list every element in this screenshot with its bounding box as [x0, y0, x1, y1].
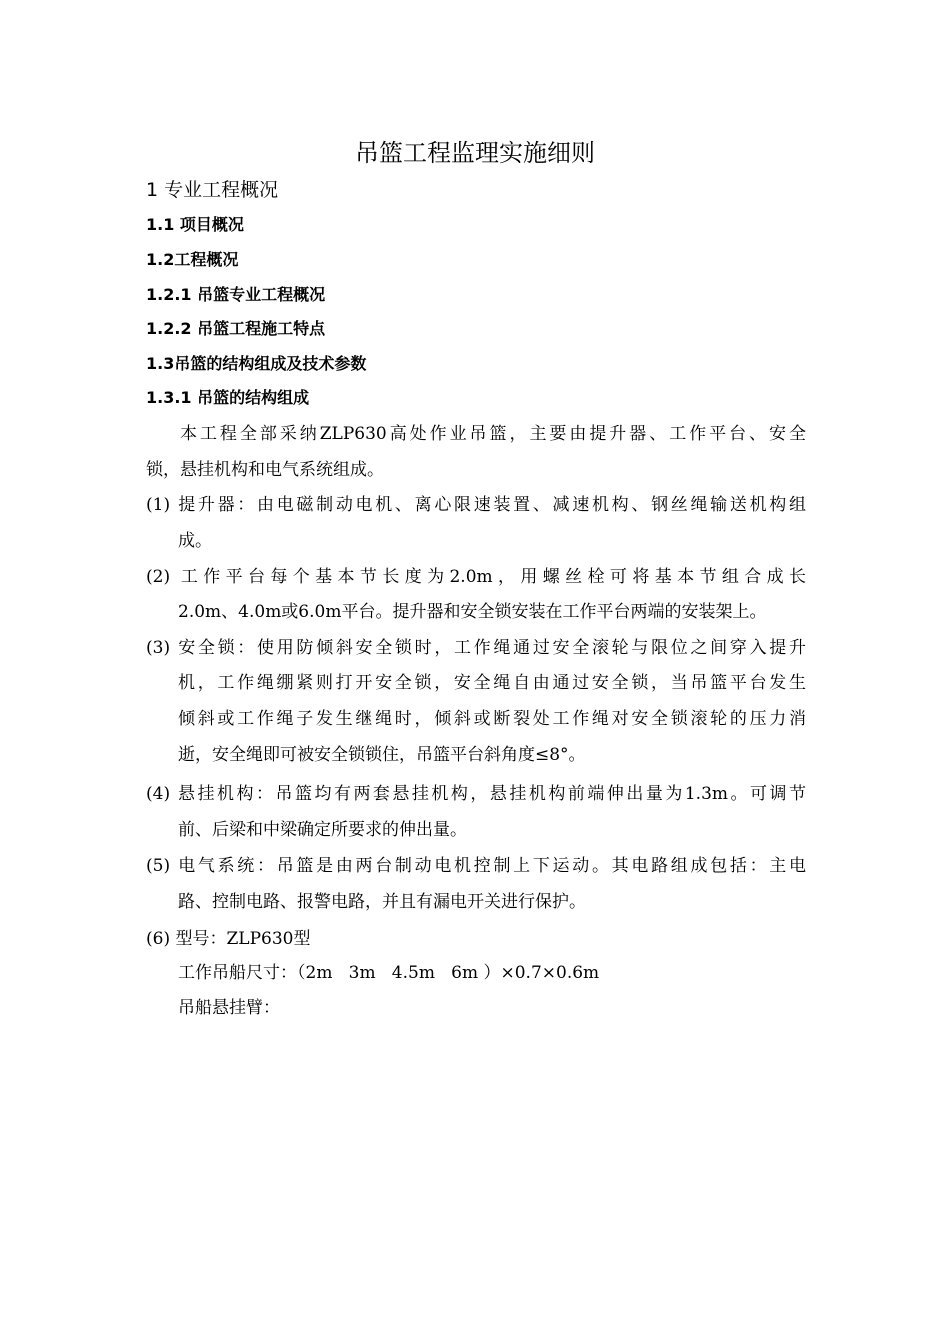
intro-line: 本工程全部采纳ZLP630高处作业吊篮，主要由提升器、工作平台、安全	[180, 424, 806, 444]
heading-1-1: 1.1 项目概况	[146, 215, 244, 234]
list-item-line: (4) 悬挂机构：吊篮均有两套悬挂机构，悬挂机构前端伸出量为1.3m。可调节	[146, 784, 806, 804]
heading-1-3: 1.3吊篮的结构组成及技术参数	[146, 354, 367, 373]
list-item-line: 工作吊船尺寸：（2m 3m 4.5m 6m ）×0.7×0.6m	[178, 963, 600, 983]
heading-1-2-1: 1.2.1 吊篮专业工程概况	[146, 285, 326, 304]
heading-1-3-1: 1.3.1 吊篮的结构组成	[146, 388, 310, 407]
list-item-line: (2) 工作平台每个基本节长度为2.0m，用螺丝栓可将基本节组合成长	[146, 567, 806, 587]
list-item-line: (3) 安全锁：使用防倾斜安全锁时，工作绳通过安全滚轮与限位之间穿入提升	[146, 638, 806, 658]
heading-1-2: 1.2工程概况	[146, 250, 239, 269]
heading-1-2-2: 1.2.2 吊篮工程施工特点	[146, 319, 326, 338]
list-item-line: (6) 型号：ZLP630型	[146, 929, 311, 949]
heading-1: 1 专业工程概况	[146, 179, 279, 201]
list-item-line: (5) 电气系统：吊篮是由两台制动电机控制上下运动。其电路组成包括：主电	[146, 856, 806, 876]
intro-line: 锁，悬挂机构和电气系统组成。	[146, 460, 384, 480]
list-item-line: 2.0m、4.0m或6.0m平台。提升器和安全锁安装在工作平台两端的安装架上。	[178, 602, 767, 622]
list-item-line: 倾斜或工作绳子发生继绳时，倾斜或断裂处工作绳对安全锁滚轮的压力消	[178, 709, 806, 729]
list-item-line: 逝，安全绳即可被安全锁锁住，吊篮平台斜角度≤8°。	[178, 745, 586, 765]
document-title: 吊篮工程监理实施细则	[355, 139, 595, 167]
list-item-line: 前、后梁和中梁确定所要求的伸出量。	[178, 820, 467, 840]
list-item-line: 成。	[178, 531, 212, 551]
list-item-line: 路、控制电路、报警电路，并且有漏电开关进行保护。	[178, 892, 586, 912]
list-item-line: (1) 提升器：由电磁制动电机、离心限速装置、减速机构、钢丝绳输送机构组	[146, 495, 806, 515]
list-item-line: 机，工作绳绷紧则打开安全锁，安全绳自由通过安全锁，当吊篮平台发生	[178, 673, 806, 693]
list-item-line: 吊船悬挂臂：	[178, 998, 280, 1018]
